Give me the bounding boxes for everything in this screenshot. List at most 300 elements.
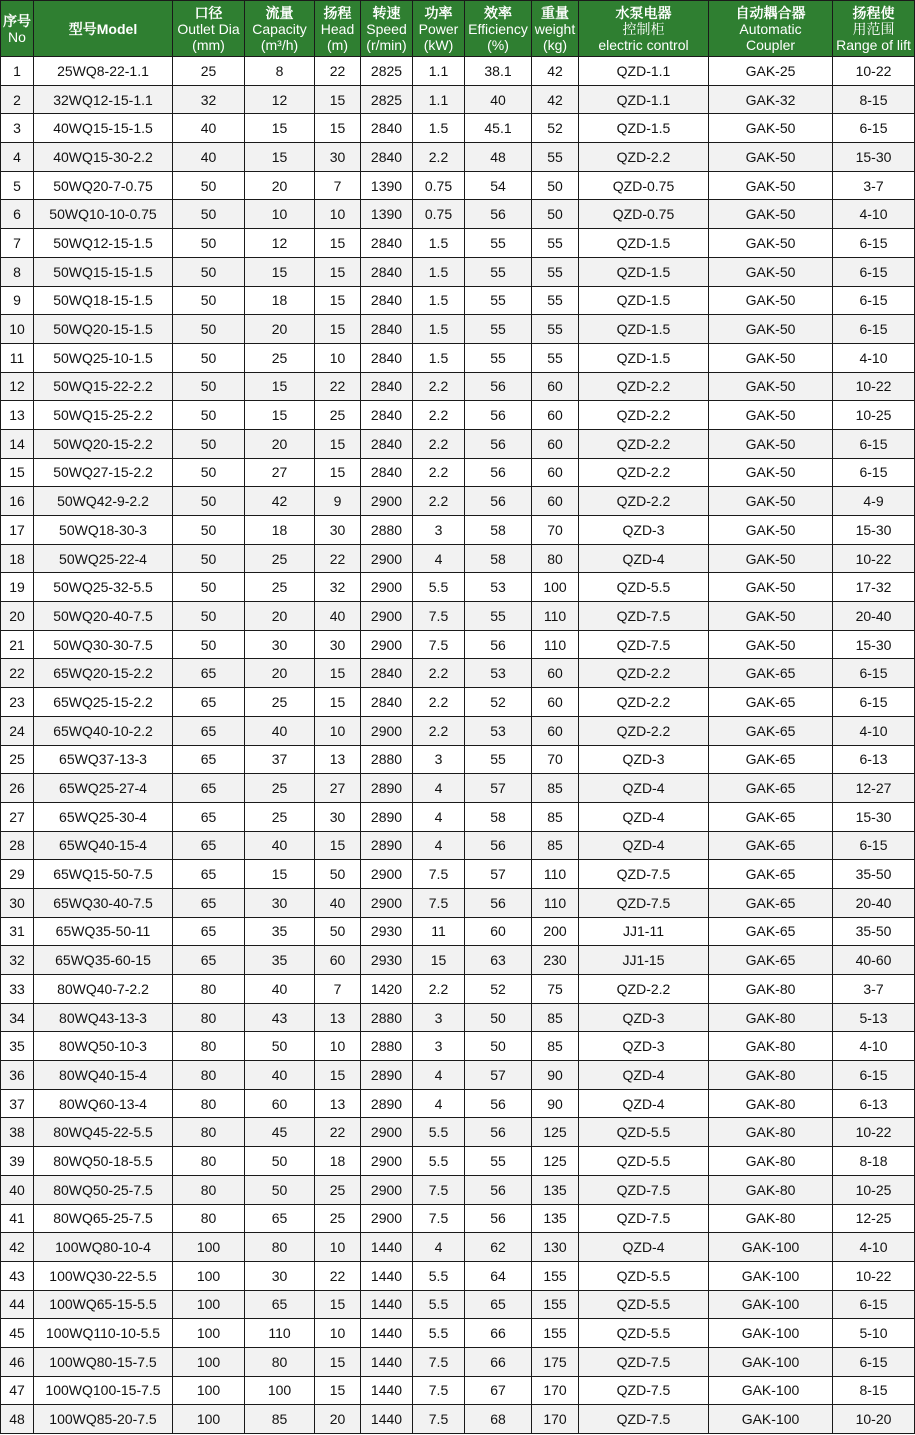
cell-automatic-coupler: GAK-80: [709, 1204, 833, 1233]
cell-automatic-coupler: GAK-65: [709, 917, 833, 946]
cell-model: 100WQ100-15-7.5: [34, 1376, 173, 1405]
cell-no: 6: [1, 200, 34, 229]
cell-speed: 2840: [361, 114, 413, 143]
cell-head: 15: [315, 831, 361, 860]
header-line: 水泵电器: [615, 4, 672, 21]
cell-electric-control: QZD-1.5: [579, 286, 709, 315]
header-line: Speed: [366, 20, 407, 37]
cell-speed: 2840: [361, 257, 413, 286]
cell-head: 13: [315, 1089, 361, 1118]
cell-speed: 2900: [361, 888, 413, 917]
table-row: [1, 802, 915, 831]
cell-range-of-lift: 10-22: [833, 544, 915, 573]
table-body: [1, 57, 915, 1434]
cell-automatic-coupler: GAK-50: [709, 516, 833, 545]
header-col-efficiency: [465, 1, 532, 57]
cell-power: 7.5: [413, 888, 465, 917]
cell-capacity: 50: [245, 1032, 315, 1061]
cell-range-of-lift: 6-15: [833, 114, 915, 143]
cell-power: 5.5: [413, 1147, 465, 1176]
cell-head: 15: [315, 114, 361, 143]
cell-outlet-dia: 100: [173, 1319, 245, 1348]
table-row: [1, 1347, 915, 1376]
cell-electric-control: QZD-7.5: [579, 860, 709, 889]
header-col-capacity: [245, 1, 315, 57]
cell-power: 2.2: [413, 401, 465, 430]
cell-electric-control: QZD-4: [579, 831, 709, 860]
cell-speed: 1440: [361, 1405, 413, 1434]
cell-capacity: 12: [245, 229, 315, 258]
cell-speed: 2840: [361, 315, 413, 344]
cell-range-of-lift: 4-10: [833, 716, 915, 745]
cell-automatic-coupler: GAK-80: [709, 975, 833, 1004]
cell-efficiency: 56: [465, 487, 532, 516]
cell-automatic-coupler: GAK-65: [709, 659, 833, 688]
cell-head: 40: [315, 888, 361, 917]
cell-automatic-coupler: GAK-50: [709, 544, 833, 573]
header-col-speed: [361, 1, 413, 57]
cell-capacity: 40: [245, 831, 315, 860]
header-line: (m): [327, 36, 348, 53]
table-row: [1, 143, 915, 172]
cell-power: 1.1: [413, 85, 465, 114]
cell-power: 2.2: [413, 659, 465, 688]
cell-model: 50WQ25-32-5.5: [34, 573, 173, 602]
cell-range-of-lift: 6-15: [833, 257, 915, 286]
cell-power: 1.5: [413, 315, 465, 344]
table-row: [1, 774, 915, 803]
cell-speed: 2840: [361, 143, 413, 172]
cell-speed: 1390: [361, 200, 413, 229]
cell-model: 40WQ15-30-2.2: [34, 143, 173, 172]
cell-head: 27: [315, 774, 361, 803]
cell-efficiency: 66: [465, 1319, 532, 1348]
cell-no: 23: [1, 688, 34, 717]
cell-weight: 55: [532, 286, 579, 315]
cell-no: 28: [1, 831, 34, 860]
cell-model: 80WQ40-7-2.2: [34, 975, 173, 1004]
table-row: [1, 401, 915, 430]
cell-range-of-lift: 4-10: [833, 200, 915, 229]
cell-no: 17: [1, 516, 34, 545]
cell-electric-control: QZD-5.5: [579, 1290, 709, 1319]
cell-efficiency: 62: [465, 1233, 532, 1262]
cell-electric-control: JJ1-11: [579, 917, 709, 946]
cell-range-of-lift: 10-22: [833, 57, 915, 86]
cell-speed: 1440: [361, 1261, 413, 1290]
cell-speed: 2930: [361, 917, 413, 946]
cell-speed: 2900: [361, 630, 413, 659]
cell-electric-control: QZD-7.5: [579, 1405, 709, 1434]
cell-head: 15: [315, 1347, 361, 1376]
header-col-weight: [532, 1, 579, 57]
header-line: 序号: [3, 12, 31, 29]
cell-weight: 155: [532, 1319, 579, 1348]
cell-electric-control: QZD-1.1: [579, 85, 709, 114]
table-row: [1, 745, 915, 774]
cell-speed: 2840: [361, 401, 413, 430]
cell-automatic-coupler: GAK-50: [709, 487, 833, 516]
cell-model: 50WQ15-25-2.2: [34, 401, 173, 430]
cell-no: 1: [1, 57, 34, 86]
cell-weight: 85: [532, 774, 579, 803]
cell-power: 4: [413, 774, 465, 803]
cell-head: 7: [315, 975, 361, 1004]
cell-no: 8: [1, 257, 34, 286]
table-row: [1, 1261, 915, 1290]
cell-outlet-dia: 65: [173, 716, 245, 745]
cell-weight: 85: [532, 1032, 579, 1061]
table-row: [1, 1032, 915, 1061]
cell-electric-control: QZD-4: [579, 1233, 709, 1262]
table-row: [1, 1175, 915, 1204]
header-line: electric control: [598, 36, 689, 53]
cell-automatic-coupler: GAK-50: [709, 401, 833, 430]
cell-electric-control: QZD-4: [579, 1061, 709, 1090]
cell-electric-control: JJ1-15: [579, 946, 709, 975]
cell-head: 40: [315, 602, 361, 631]
cell-efficiency: 55: [465, 343, 532, 372]
cell-electric-control: QZD-0.75: [579, 171, 709, 200]
cell-model: 50WQ18-15-1.5: [34, 286, 173, 315]
cell-speed: 2825: [361, 85, 413, 114]
cell-power: 1.1: [413, 57, 465, 86]
header-line: weight: [534, 20, 576, 37]
cell-model: 100WQ80-15-7.5: [34, 1347, 173, 1376]
header-line: Range of lift: [836, 36, 911, 53]
table-row: [1, 544, 915, 573]
cell-head: 22: [315, 1118, 361, 1147]
cell-power: 4: [413, 1233, 465, 1262]
cell-capacity: 15: [245, 860, 315, 889]
cell-automatic-coupler: GAK-80: [709, 1089, 833, 1118]
table-row: [1, 946, 915, 975]
cell-range-of-lift: 12-25: [833, 1204, 915, 1233]
cell-range-of-lift: 15-30: [833, 802, 915, 831]
cell-power: 5.5: [413, 1261, 465, 1290]
cell-efficiency: 56: [465, 1204, 532, 1233]
cell-power: 4: [413, 831, 465, 860]
cell-electric-control: QZD-2.2: [579, 143, 709, 172]
cell-weight: 85: [532, 802, 579, 831]
cell-no: 44: [1, 1290, 34, 1319]
cell-power: 1.5: [413, 343, 465, 372]
cell-model: 100WQ80-10-4: [34, 1233, 173, 1262]
cell-range-of-lift: 6-15: [833, 286, 915, 315]
cell-speed: 2880: [361, 1032, 413, 1061]
cell-head: 22: [315, 1261, 361, 1290]
cell-range-of-lift: 4-10: [833, 343, 915, 372]
cell-automatic-coupler: GAK-65: [709, 860, 833, 889]
cell-head: 15: [315, 659, 361, 688]
cell-no: 24: [1, 716, 34, 745]
cell-no: 40: [1, 1175, 34, 1204]
table-row: [1, 975, 915, 1004]
cell-power: 7.5: [413, 1347, 465, 1376]
cell-no: 37: [1, 1089, 34, 1118]
table-row: [1, 85, 915, 114]
cell-model: 50WQ12-15-1.5: [34, 229, 173, 258]
cell-power: 3: [413, 516, 465, 545]
cell-model: 50WQ27-15-2.2: [34, 458, 173, 487]
cell-range-of-lift: 10-20: [833, 1405, 915, 1434]
cell-speed: 2840: [361, 458, 413, 487]
cell-automatic-coupler: GAK-50: [709, 114, 833, 143]
cell-automatic-coupler: GAK-50: [709, 200, 833, 229]
cell-weight: 130: [532, 1233, 579, 1262]
cell-power: 4: [413, 802, 465, 831]
cell-head: 13: [315, 1003, 361, 1032]
header-line: 转速: [372, 4, 401, 21]
cell-capacity: 15: [245, 401, 315, 430]
cell-speed: 2840: [361, 688, 413, 717]
cell-head: 30: [315, 143, 361, 172]
cell-outlet-dia: 100: [173, 1233, 245, 1262]
cell-capacity: 80: [245, 1233, 315, 1262]
cell-power: 11: [413, 917, 465, 946]
cell-model: 50WQ10-10-0.75: [34, 200, 173, 229]
cell-head: 9: [315, 487, 361, 516]
cell-range-of-lift: 10-22: [833, 1261, 915, 1290]
cell-model: 100WQ30-22-5.5: [34, 1261, 173, 1290]
cell-weight: 175: [532, 1347, 579, 1376]
header-line: 扬程使: [852, 4, 895, 21]
cell-range-of-lift: 6-15: [833, 458, 915, 487]
table-row: [1, 888, 915, 917]
cell-outlet-dia: 80: [173, 1118, 245, 1147]
cell-no: 36: [1, 1061, 34, 1090]
cell-automatic-coupler: GAK-50: [709, 315, 833, 344]
cell-no: 10: [1, 315, 34, 344]
cell-model: 50WQ20-15-2.2: [34, 429, 173, 458]
cell-capacity: 12: [245, 85, 315, 114]
cell-capacity: 25: [245, 343, 315, 372]
cell-efficiency: 56: [465, 1089, 532, 1118]
cell-capacity: 15: [245, 143, 315, 172]
cell-automatic-coupler: GAK-65: [709, 745, 833, 774]
cell-model: 65WQ15-50-7.5: [34, 860, 173, 889]
cell-model: 50WQ18-30-3: [34, 516, 173, 545]
cell-weight: 110: [532, 888, 579, 917]
cell-outlet-dia: 80: [173, 1061, 245, 1090]
header-line: No: [8, 28, 26, 45]
cell-outlet-dia: 65: [173, 745, 245, 774]
cell-outlet-dia: 80: [173, 1032, 245, 1061]
cell-electric-control: QZD-3: [579, 516, 709, 545]
cell-head: 10: [315, 1032, 361, 1061]
cell-weight: 80: [532, 544, 579, 573]
cell-electric-control: QZD-7.5: [579, 1175, 709, 1204]
cell-model: 80WQ43-13-3: [34, 1003, 173, 1032]
cell-outlet-dia: 50: [173, 487, 245, 516]
cell-head: 10: [315, 343, 361, 372]
cell-electric-control: QZD-5.5: [579, 1147, 709, 1176]
header-line: (mm): [192, 36, 225, 53]
cell-efficiency: 55: [465, 257, 532, 286]
table-row: [1, 516, 915, 545]
cell-electric-control: QZD-7.5: [579, 630, 709, 659]
cell-outlet-dia: 50: [173, 257, 245, 286]
cell-electric-control: QZD-7.5: [579, 602, 709, 631]
header-line: Outlet Dia: [177, 20, 240, 37]
cell-head: 13: [315, 745, 361, 774]
cell-capacity: 65: [245, 1204, 315, 1233]
table-row: [1, 602, 915, 631]
cell-head: 50: [315, 917, 361, 946]
header-col-no: [1, 1, 34, 57]
cell-head: 60: [315, 946, 361, 975]
cell-range-of-lift: 15-30: [833, 516, 915, 545]
table-row: [1, 1147, 915, 1176]
cell-weight: 60: [532, 487, 579, 516]
cell-weight: 155: [532, 1290, 579, 1319]
table-row: [1, 688, 915, 717]
cell-power: 2.2: [413, 716, 465, 745]
cell-range-of-lift: 6-15: [833, 429, 915, 458]
table-row: [1, 831, 915, 860]
cell-power: 15: [413, 946, 465, 975]
cell-capacity: 42: [245, 487, 315, 516]
cell-model: 80WQ60-13-4: [34, 1089, 173, 1118]
cell-automatic-coupler: GAK-32: [709, 85, 833, 114]
cell-speed: 2890: [361, 802, 413, 831]
cell-automatic-coupler: GAK-50: [709, 343, 833, 372]
cell-range-of-lift: 3-7: [833, 171, 915, 200]
cell-efficiency: 56: [465, 888, 532, 917]
cell-range-of-lift: 8-15: [833, 85, 915, 114]
cell-no: 12: [1, 372, 34, 401]
cell-speed: 2900: [361, 602, 413, 631]
cell-efficiency: 56: [465, 1175, 532, 1204]
cell-weight: 50: [532, 171, 579, 200]
cell-weight: 90: [532, 1061, 579, 1090]
cell-no: 42: [1, 1233, 34, 1262]
cell-no: 26: [1, 774, 34, 803]
header-line: Coupler: [745, 36, 796, 53]
header-line: 型号Model: [68, 20, 138, 37]
cell-capacity: 30: [245, 1261, 315, 1290]
header-col-electric-control: [579, 1, 709, 57]
cell-speed: 1440: [361, 1290, 413, 1319]
cell-no: 47: [1, 1376, 34, 1405]
cell-capacity: 40: [245, 975, 315, 1004]
cell-model: 65WQ20-15-2.2: [34, 659, 173, 688]
cell-electric-control: QZD-5.5: [579, 573, 709, 602]
cell-electric-control: QZD-0.75: [579, 200, 709, 229]
table-header: [1, 1, 915, 57]
cell-outlet-dia: 65: [173, 888, 245, 917]
cell-range-of-lift: 8-15: [833, 1376, 915, 1405]
cell-capacity: 10: [245, 200, 315, 229]
cell-head: 15: [315, 1061, 361, 1090]
cell-efficiency: 45.1: [465, 114, 532, 143]
cell-outlet-dia: 50: [173, 229, 245, 258]
cell-capacity: 15: [245, 372, 315, 401]
cell-model: 100WQ65-15-5.5: [34, 1290, 173, 1319]
cell-speed: 1440: [361, 1319, 413, 1348]
cell-electric-control: QZD-3: [579, 745, 709, 774]
cell-electric-control: QZD-2.2: [579, 458, 709, 487]
cell-power: 2.2: [413, 143, 465, 172]
cell-model: 65WQ30-40-7.5: [34, 888, 173, 917]
cell-efficiency: 58: [465, 516, 532, 545]
cell-capacity: 43: [245, 1003, 315, 1032]
cell-electric-control: QZD-1.5: [579, 257, 709, 286]
cell-power: 0.75: [413, 171, 465, 200]
header-col-automatic-coupler: [709, 1, 833, 57]
cell-range-of-lift: 6-15: [833, 659, 915, 688]
cell-model: 50WQ20-15-1.5: [34, 315, 173, 344]
cell-efficiency: 56: [465, 831, 532, 860]
header-line: 用范围: [852, 20, 895, 37]
cell-power: 2.2: [413, 487, 465, 516]
table-row: [1, 573, 915, 602]
cell-weight: 85: [532, 831, 579, 860]
table-row: [1, 372, 915, 401]
cell-efficiency: 56: [465, 630, 532, 659]
cell-automatic-coupler: GAK-50: [709, 286, 833, 315]
cell-head: 10: [315, 1319, 361, 1348]
cell-head: 15: [315, 315, 361, 344]
cell-weight: 55: [532, 315, 579, 344]
cell-electric-control: QZD-5.5: [579, 1118, 709, 1147]
header-line: (kg): [542, 36, 568, 53]
cell-capacity: 20: [245, 315, 315, 344]
cell-automatic-coupler: GAK-80: [709, 1061, 833, 1090]
cell-range-of-lift: 15-30: [833, 143, 915, 172]
cell-model: 50WQ15-22-2.2: [34, 372, 173, 401]
cell-weight: 60: [532, 458, 579, 487]
cell-model: 50WQ42-9-2.2: [34, 487, 173, 516]
cell-electric-control: QZD-2.2: [579, 659, 709, 688]
cell-weight: 55: [532, 257, 579, 286]
header-line: 效率: [484, 4, 512, 21]
cell-power: 5.5: [413, 1118, 465, 1147]
cell-head: 32: [315, 573, 361, 602]
cell-power: 7.5: [413, 1204, 465, 1233]
cell-outlet-dia: 32: [173, 85, 245, 114]
cell-automatic-coupler: GAK-65: [709, 716, 833, 745]
cell-automatic-coupler: GAK-50: [709, 372, 833, 401]
cell-capacity: 8: [245, 57, 315, 86]
cell-capacity: 45: [245, 1118, 315, 1147]
table-row: [1, 1089, 915, 1118]
cell-weight: 135: [532, 1204, 579, 1233]
cell-model: 50WQ20-7-0.75: [34, 171, 173, 200]
header-line: (kW): [423, 36, 454, 53]
cell-efficiency: 55: [465, 745, 532, 774]
cell-no: 25: [1, 745, 34, 774]
cell-automatic-coupler: GAK-50: [709, 602, 833, 631]
cell-speed: 2900: [361, 1147, 413, 1176]
cell-efficiency: 53: [465, 659, 532, 688]
table-row: [1, 114, 915, 143]
table-row: [1, 458, 915, 487]
cell-capacity: 25: [245, 573, 315, 602]
cell-efficiency: 65: [465, 1290, 532, 1319]
cell-weight: 55: [532, 229, 579, 258]
cell-no: 34: [1, 1003, 34, 1032]
cell-outlet-dia: 50: [173, 200, 245, 229]
cell-weight: 70: [532, 745, 579, 774]
cell-no: 27: [1, 802, 34, 831]
cell-automatic-coupler: GAK-100: [709, 1376, 833, 1405]
cell-efficiency: 66: [465, 1347, 532, 1376]
cell-electric-control: QZD-3: [579, 1032, 709, 1061]
cell-automatic-coupler: GAK-100: [709, 1319, 833, 1348]
cell-range-of-lift: 6-15: [833, 229, 915, 258]
cell-range-of-lift: 6-15: [833, 831, 915, 860]
